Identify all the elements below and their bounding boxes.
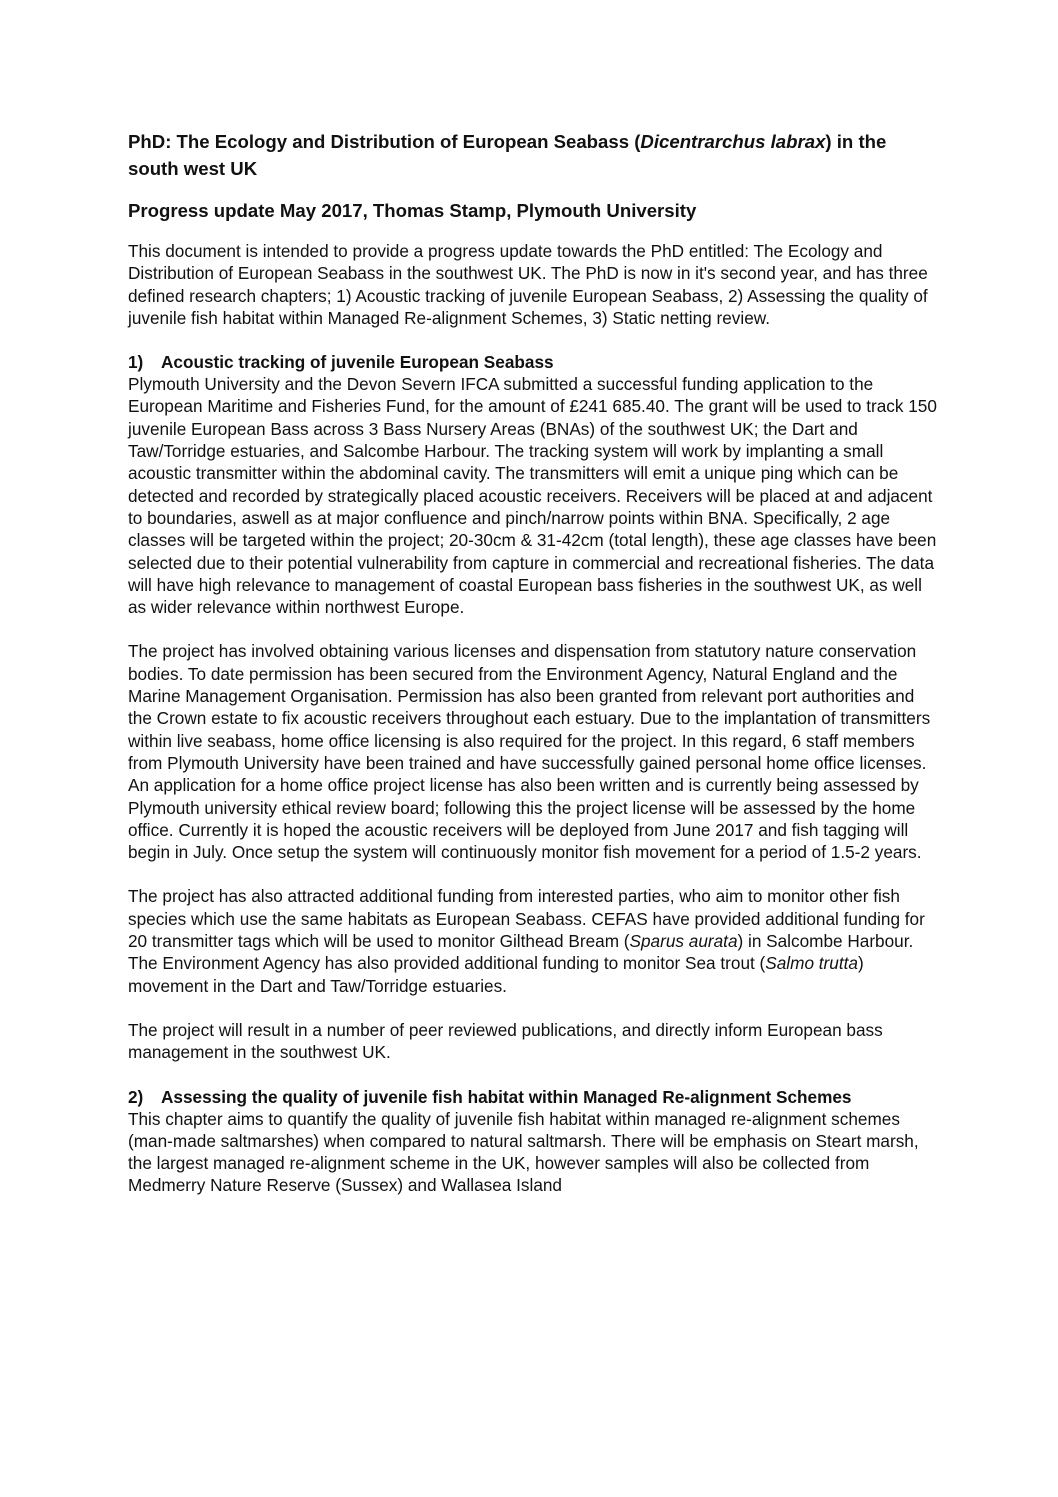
title-suffix: ) in the south west UK — [128, 131, 887, 179]
intro-paragraph: This document is intended to provide a progress update towards the PhD entitled: The Ecology and Distribution of European Seabass in the southwest UK. The PhD is now in it's second year, and has three defined research chapters; 1) Acoustic tracking of juvenile European Seabass, 2) Assessing the quality of juvenile fish habitat within Managed Re-alignment Schemes, 3) Static netting review. — [128, 241, 928, 328]
species-salmo-trutta: Salmo trutta — [765, 953, 858, 974]
document-subtitle: Progress update May 2017, Thomas Stamp, Plymouth University — [128, 200, 697, 221]
section-2-heading — [128, 1086, 940, 1108]
title-prefix: PhD: The Ecology and Distribution of European Seabass ( — [128, 131, 641, 152]
para-3-part-b: ) in Salcombe Harbour. The Environment Agency has also provided additional funding to monitor Sea trout ( — [128, 931, 914, 974]
title-species: Dicentrarchus labrax — [640, 131, 826, 152]
section-1-paragraph-4: The project will result in a number of peer reviewed publications, and directly inform European bass management in the southwest UK. — [128, 1019, 883, 1063]
section-1-heading — [128, 351, 940, 373]
section-1-title: Acoustic tracking of juvenile European Seabass — [161, 352, 554, 373]
section-1-paragraph-3 — [128, 885, 940, 996]
para-3-part-a: The project has also attracted additional funding from interested parties, who aim to monitor other fish species which use the same habitats as European Seabass. CEFAS have provided additional funding for 20 transmitter tags which will be used to monitor Gilthead Bream ( — [128, 886, 925, 952]
para-3-part-c: ) movement in the Dart and Taw/Torridge estuaries. — [128, 953, 864, 996]
section-2-number: 2) — [128, 1086, 144, 1107]
section-1-number: 1) — [128, 352, 144, 373]
document-title — [128, 128, 940, 182]
section-2-paragraph-1: This chapter aims to quantify the quality of juvenile fish habitat within managed re-alignment schemes (man-made saltmarshes) when compared to natural saltmarsh. There will be emphasis on Steart marsh, the largest managed re-alignment scheme in the UK, however samples will also be collected from Medmerry Nature Reserve (Sussex) and Wallasea Island — [128, 1108, 919, 1196]
document-page — [128, 128, 940, 1219]
section-1-paragraph-1: Plymouth University and the Devon Severn IFCA submitted a successful funding application to the European Maritime and Fisheries Fund, for the amount of £241 685.40. The grant will be used to track 150 juvenile European Bass across 3 Bass Nursery Areas (BNAs) of the southwest UK; the Dart and Taw/Torridge estuaries, and Salcombe Harbour. The tracking system will work by implanting a small acoustic transmitter within the abdominal cavity. The transmitters will emit a unique ping which can be detected and recorded by strategically placed acoustic receivers. Receivers will be placed at and adjacent to boundaries, aswell as at major confluence and pinch/narrow points within BNA. Specifically, 2 age classes will be targeted within the project; 20-30cm & 31-42cm (total length), these age classes have been selected due to their potential vulnerability from capture in commercial and recreational fisheries. The data will have high relevance to management of coastal European bass fisheries in the southwest UK, as well as wider relevance within northwest Europe. — [128, 374, 937, 618]
section-1-paragraph-2: The project has involved obtaining various licenses and dispensation from statutory nature conservation bodies. To date permission has been secured from the Environment Agency, Natural England and the Marine Management Organisation. Permission has also been granted from relevant port authorities and the Crown estate to fix acoustic receivers throughout each estuary. Due to the implantation of transmitters within live seabass, home office licensing is also required for the project. In this regard, 6 staff members from Plymouth University have been trained and have successfully gained personal home office licenses. An application for a home office project license has also been written and is currently being assessed by Plymouth university ethical review board; following this the project license will be assessed by the home office. Currently it is hoped the acoustic receivers will be deployed from June 2017 and fish tagging will begin in July. Once setup the system will continuously monitor fish movement for a period of 1.5-2 years. — [128, 641, 931, 863]
species-sparus-aurata: Sparus aurata — [629, 931, 738, 952]
section-2-title: Assessing the quality of juvenile fish habitat within Managed Re-alignment Schemes — [161, 1086, 852, 1107]
